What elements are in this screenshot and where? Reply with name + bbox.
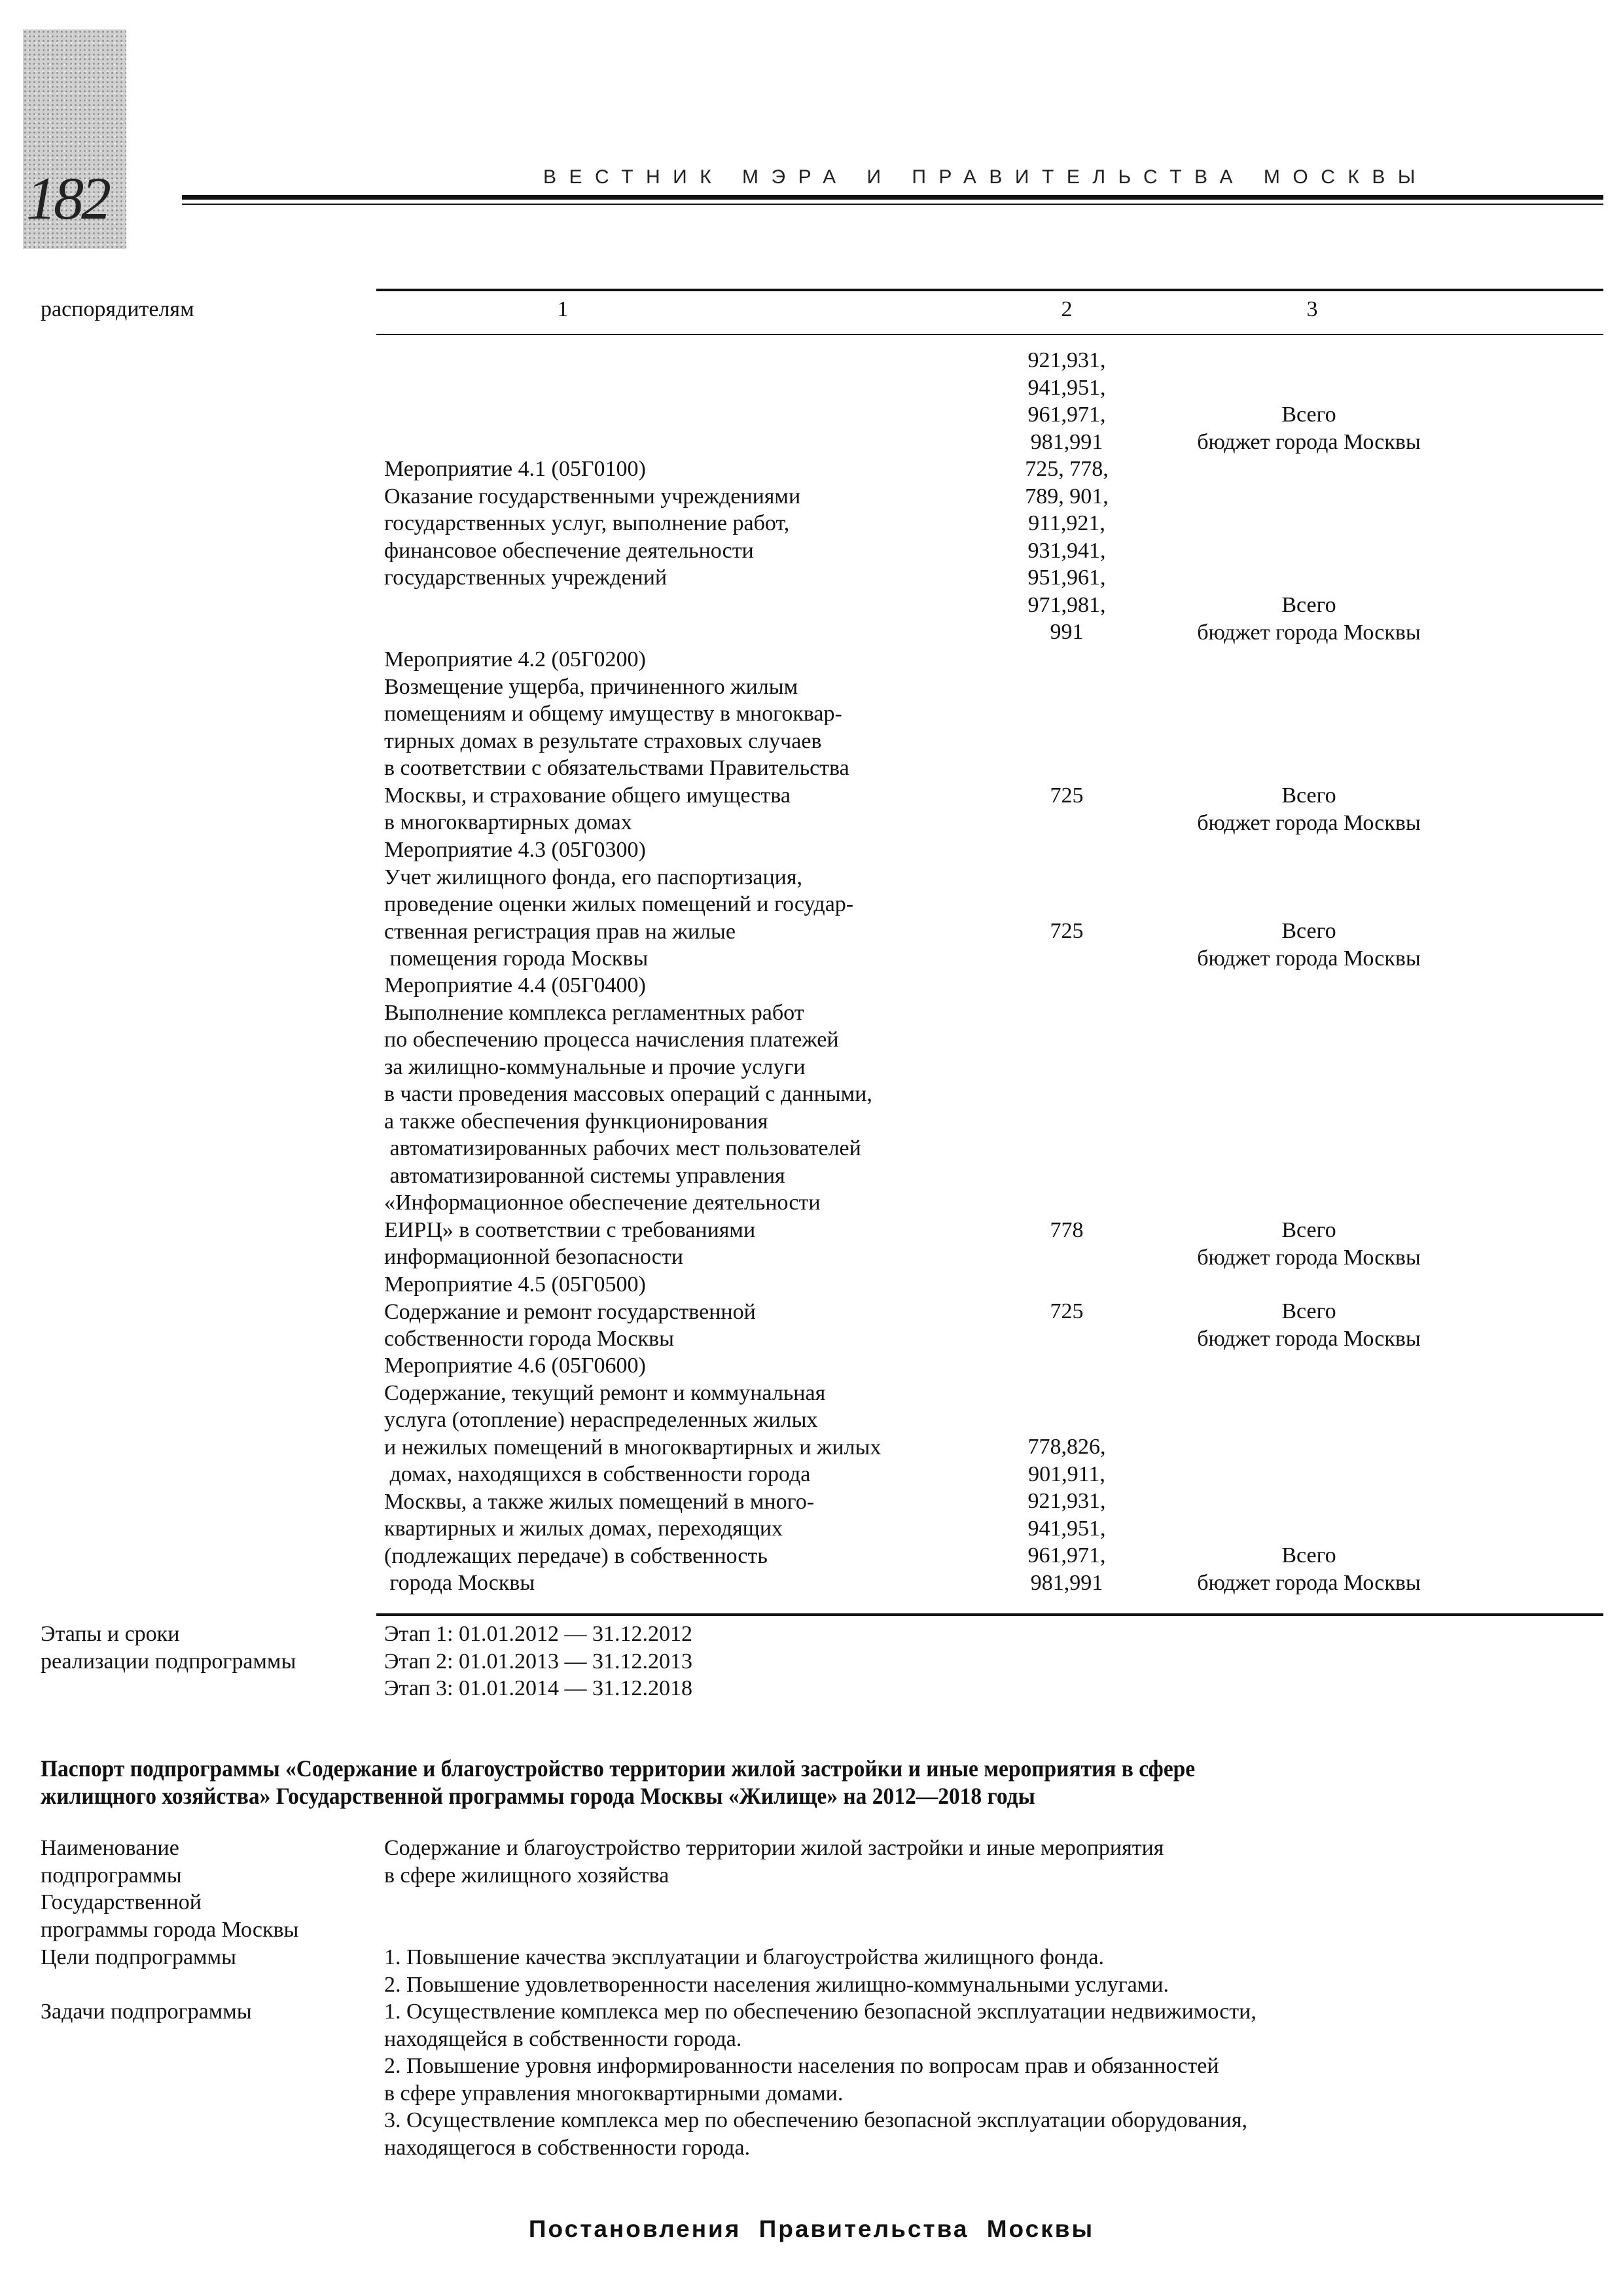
measure-4-3-description: Мероприятие 4.3 (05Г0300) Учет жилищного фонда, его паспортизация, проведение оценки жилых помещений и государ- ственная регистрация прав на жилые помещения города Москвы (384, 838, 854, 971)
stages-label: Этапы и сроки реализации подпрограммы (41, 1622, 296, 1674)
measure-4-6-codes: 778,826, 901,911, 921,931, 941,951, 961,971, 981,991 (1027, 1435, 1106, 1595)
measure-4-1-description: Мероприятие 4.1 (05Г0100) Оказание государственными учреждениями государственных услуг, выполнение работ, финансовое обеспечение деятельности государственных учреждений (384, 457, 801, 590)
journal-title: ВЕСТНИК МЭРА И ПРАВИТЕЛЬСТВА МОСКВЫ (543, 166, 1428, 188)
footer-section-title: Постановления Правительства Москвы (528, 2215, 1095, 2242)
column-header-2: 2 (1061, 297, 1073, 321)
measure-4-4-codes: 778 (1050, 1218, 1084, 1242)
measure-4-2-source: Всего бюджет города Москвы (1197, 783, 1421, 835)
measure-4-2-codes: 725 (1050, 783, 1084, 808)
measure-4-5-source: Всего бюджет города Москвы (1197, 1299, 1421, 1351)
measure-4-6-description: Мероприятие 4.6 (05Г0600) Содержание, текущий ремонт и коммунальная услуга (отопление) нераспределенных жилых и нежилых помещений в многоквартирных и жилых домах, находящихся в собственности города Москвы, а также жилых помещений в много- квартирных и жилых домах, переходящих (подлежащих передаче) в собственность города Москвы (384, 1354, 882, 1595)
measure-4-4-description: Мероприятие 4.4 (05Г0400) Выполнение комплекса регламентных работ по обеспечению процесса начисления платежей за жилищно-коммунальные и прочие услуги в части проведения массовых операций с данными, а также обеспечения функционирования автоматизированных рабочих мест пользователей автоматизированной системы управления «Информационное обеспечение деятельности ЕИРЦ» в соответствии с требованиями информационной безопасности (384, 973, 872, 1269)
measure-4-3-source: Всего бюджет города Москвы (1197, 919, 1421, 971)
funding-source: Всего бюджет города Москвы (1197, 403, 1421, 454)
measure-4-2-description: Мероприятие 4.2 (05Г0200) Возмещение ущерба, причиненного жилым помещениям и общему имуществу в многоквар- тирных домах в результате страховых случаев в соответствии с обязательствами Правительства Москвы, и страхование общего имущества в многоквартирных домах (384, 647, 849, 834)
passport-goals-label: Цели подпрограммы (41, 1945, 236, 1969)
passport-title: Паспорт подпрограммы «Содержание и благоустройство территории жилой застройки и иные мероприятия в сфере жилищного хозяйства» Государственной программы города Москвы «Жилище» на 2012—2018 годы (41, 1755, 1196, 1809)
measure-4-4-source: Всего бюджет города Москвы (1197, 1218, 1421, 1270)
column-header-1: 1 (557, 297, 569, 321)
measure-4-3-codes: 725 (1050, 919, 1084, 943)
table-bottom-rule (376, 1613, 1603, 1616)
budget-codes: 921,931, 941,951, 961,971, 981,991 (1027, 348, 1106, 454)
measure-4-1-codes: 725, 778, 789, 901, 911,921, 931,941, 951,961, 971,981, 991 (1025, 457, 1109, 644)
measure-4-5-codes: 725 (1050, 1299, 1084, 1323)
page-number: 182 (26, 165, 109, 232)
header-rule-thick (182, 195, 1603, 200)
header-rule-thin (182, 204, 1603, 205)
passport-tasks-label: Задачи подпрограммы (41, 2000, 252, 2024)
measure-4-5-description: Мероприятие 4.5 (05Г0500) Содержание и ремонт государственной собственности города Москвы (384, 1272, 756, 1351)
measure-4-1-source: Всего бюджет города Москвы (1197, 593, 1421, 645)
row-label: распорядителям (41, 297, 194, 321)
table-top-rule (376, 289, 1603, 291)
stages-list: Этап 1: 01.01.2012 — 31.12.2012 Этап 2: 01.01.2013 — 31.12.2013 Этап 3: 01.01.2014 — 31.12.2018 (384, 1622, 693, 1700)
passport-tasks-value: 1. Осуществление комплекса мер по обеспечению безопасной эксплуатации недвижимости, находящейся в собственности города. 2. Повышение уровня информированности населения по вопросам прав и обязанностей в сфере управления многоквартирными домами. 3. Осуществление комплекса мер по обеспечению безопасной эксплуатации оборудования, находящегося в собственности города. (384, 2000, 1257, 2160)
measure-4-6-source: Всего бюджет города Москвы (1197, 1543, 1421, 1595)
passport-name-label: Наименование подпрограммы Государственной программы города Москвы (41, 1836, 299, 1942)
column-header-3: 3 (1306, 297, 1318, 321)
table-header-rule (376, 334, 1603, 335)
passport-name-value: Содержание и благоустройство территории жилой застройки и иные мероприятия в сфере жилищного хозяйства (384, 1836, 1164, 1888)
passport-goals-value: 1. Повышение качества эксплуатации и благоустройства жилищного фонда. 2. Повышение удовлетворенности населения жилищно-коммунальными услугами. (384, 1945, 1169, 1997)
